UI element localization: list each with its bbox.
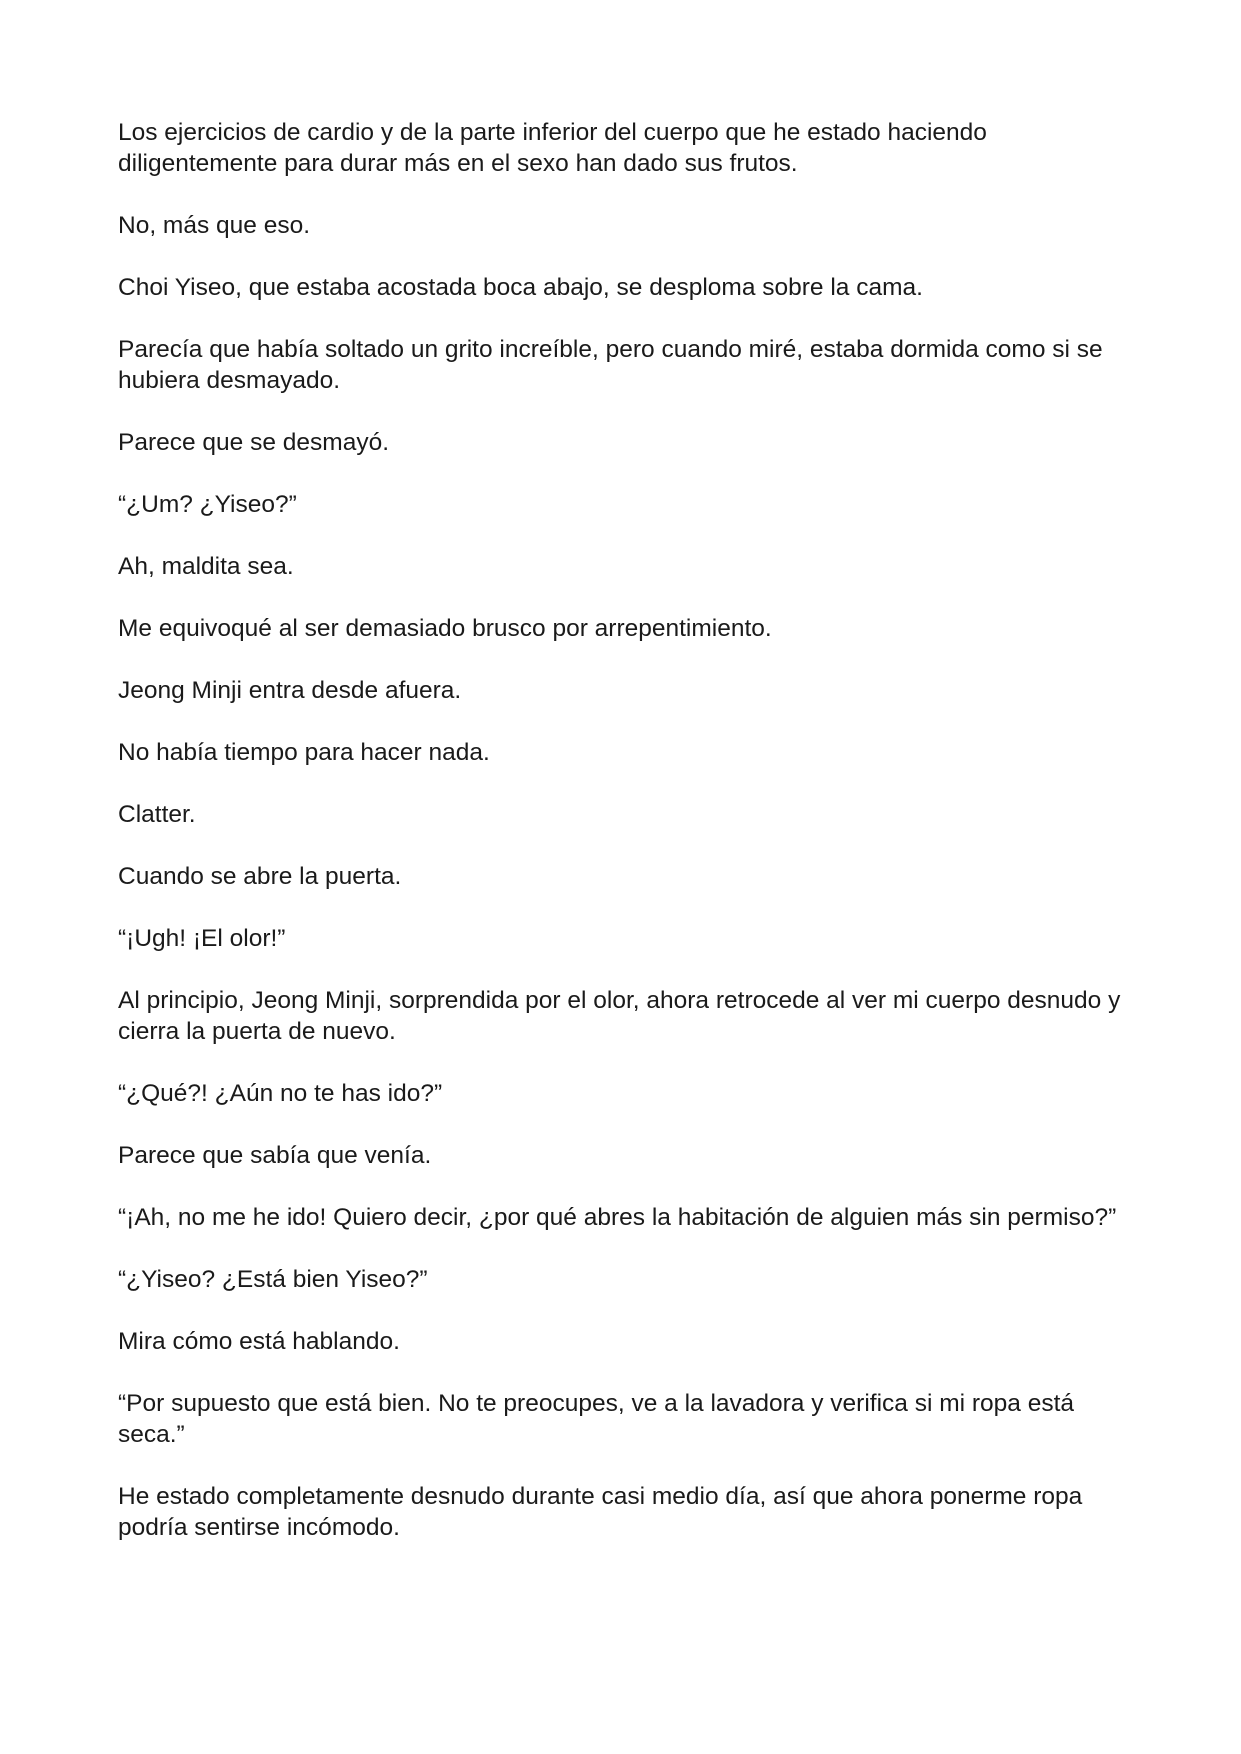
paragraph: Clatter. [118,801,196,828]
paragraph: “¿Um? ¿Yiseo?” [118,491,297,518]
paragraph: Parecía que había soltado un grito increíble, pero cuando miré, estaba dormida como si se hubiera desmayado. [118,336,1103,394]
paragraph: Choi Yiseo, que estaba acostada boca abajo, se desploma sobre la cama. [118,274,923,301]
paragraph: Ah, maldita sea. [118,553,294,580]
paragraph: Los ejercicios de cardio y de la parte inferior del cuerpo que he estado haciendo diligentemente para durar más en el sexo han dado sus frutos. [118,119,987,177]
paragraph: “¡Ugh! ¡El olor!” [118,925,286,952]
paragraph: Parece que se desmayó. [118,429,390,456]
paragraph: Mira cómo está hablando. [118,1328,400,1355]
paragraph: “¿Qué?! ¿Aún no te has ido?” [118,1080,443,1107]
paragraph: Al principio, Jeong Minji, sorprendida por el olor, ahora retrocede al ver mi cuerpo desnudo y cierra la puerta de nuevo. [118,987,1121,1045]
paragraph: Cuando se abre la puerta. [118,863,402,890]
paragraph: No había tiempo para hacer nada. [118,739,490,766]
document-body [118,117,1128,1574]
paragraph: He estado completamente desnudo durante casi medio día, así que ahora ponerme ropa podría sentirse incómodo. [118,1483,1083,1541]
paragraph: Parece que sabía que venía. [118,1142,432,1169]
paragraph: “¿Yiseo? ¿Está bien Yiseo?” [118,1266,428,1293]
paragraph: Jeong Minji entra desde afuera. [118,677,462,704]
paragraph: Me equivoqué al ser demasiado brusco por arrepentimiento. [118,615,772,642]
paragraph: “Por supuesto que está bien. No te preocupes, ve a la lavadora y verifica si mi ropa está seca.” [118,1390,1075,1448]
paragraph: No, más que eso. [118,212,311,239]
paragraph: “¡Ah, no me he ido! Quiero decir, ¿por qué abres la habitación de alguien más sin permiso?” [118,1204,1117,1231]
